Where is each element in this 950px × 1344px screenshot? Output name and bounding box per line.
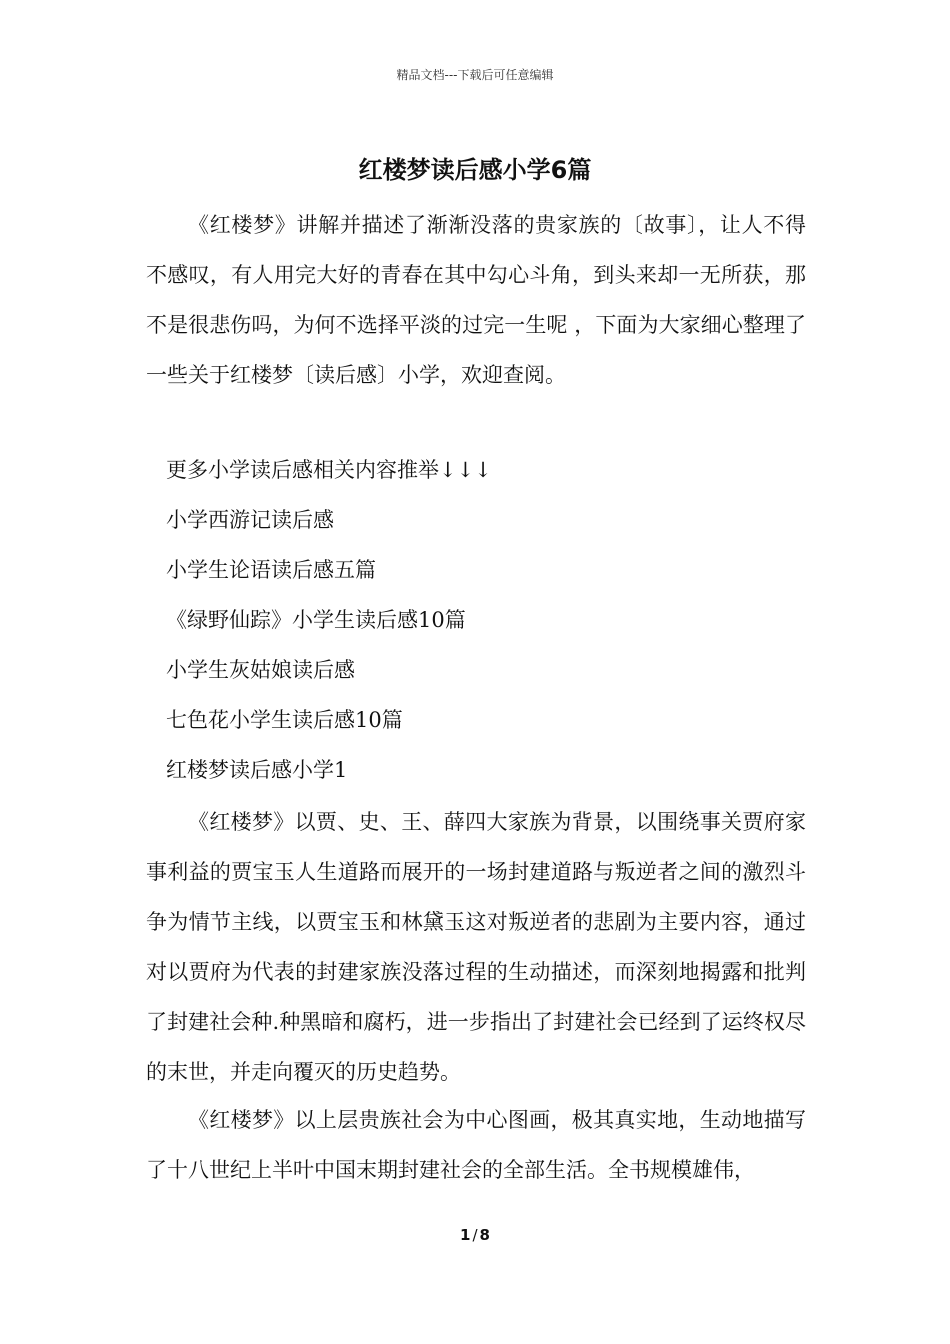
body-paragraph-2 (146, 1095, 806, 1195)
page-separator: / (472, 1226, 478, 1244)
recommend-item[interactable]: 七色花小学生读后感10篇 (166, 708, 403, 732)
intro-paragraph (146, 200, 806, 400)
header-note: 精品文档---下载后可任意编辑 (396, 68, 554, 82)
recommend-item[interactable]: 《绿野仙踪》小学生读后感10篇 (166, 608, 466, 632)
recommendation-list (166, 445, 492, 795)
document-title: 红楼梦读后感小学6篇 (358, 156, 592, 184)
recommend-item[interactable]: 小学生论语读后感五篇 (166, 558, 376, 582)
paragraph-text: 《红楼梦》以贾、史、王、薛四大家族为背景，以围绕事关贾府家事利益的贾宝玉人生道路而展开的一场封建道路与叛逆者之间的激烈斗争为情节主线，以贾宝玉和林黛玉这对叛逆者的悲剧为主要内容，通过对以贾府为代表的封建家族没落过程的生动描述，而深刻地揭露和批判了封建社会种.种黑暗和腐朽，进一步指出了封建社会已经到了运终权尽的末世，并走向覆灭的历史趋势。 (146, 810, 806, 1084)
recommend-item[interactable]: 小学生灰姑娘读后感 (166, 658, 355, 682)
section-heading: 红楼梦读后感小学1 (166, 758, 348, 782)
recommend-heading: 更多小学读后感相关内容推举↓↓↓ (166, 458, 492, 482)
page-total: 8 (479, 1226, 490, 1244)
page-current: 1 (460, 1226, 471, 1244)
intro-text: 《红楼梦》讲解并描述了渐渐没落的贵家族的〔故事〕，让人不得不感叹，有人用完大好的青春在其中勾心斗角，到头来却一无所获，那不是很悲伤吗，为何不选择平淡的过完一生呢 ，下面为大家细心整理了一些关于红楼梦〔读后感〕小学，欢迎查阅。 (146, 213, 806, 387)
body-paragraph-1 (146, 797, 806, 1097)
page-number (0, 1226, 950, 1244)
paragraph-text: 《红楼梦》以上层贵族社会为中心图画，极其真实地，生动地描写了十八世纪上半叶中国末期封建社会的全部生活。全书规模雄伟， (146, 1108, 806, 1182)
recommend-item[interactable]: 小学西游记读后感 (166, 508, 334, 532)
